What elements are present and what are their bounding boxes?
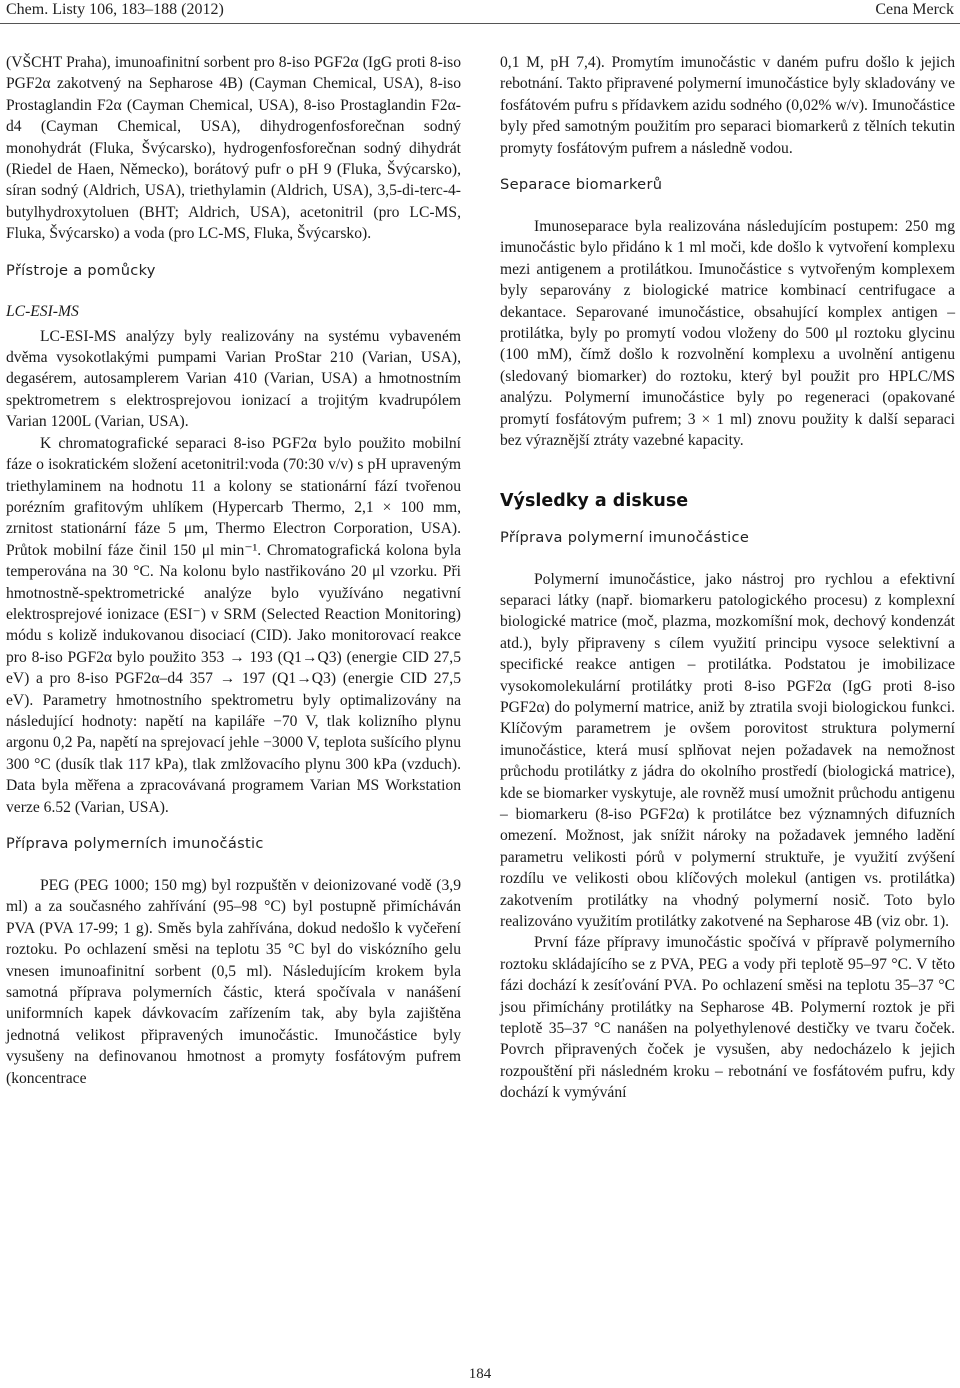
running-header [0,0,960,24]
continuation-paragraph: 0,1 M, pH 7,4). Promytím imunočástic v daném pufru došlo k jejich rebotnání. Takto připravené polymerní imunočástice byly skladovány ve fosfátovém pufru s přídavkem azidu sodného (0,02% w/v). Imunočástice byly před samotným použitím pro separaci biomarkerů z tělních tekutin promyty fosfátovým pufrem a následně vodou. [500,54,955,157]
separation-paragraph: Imunoseparace byla realizována následujícím postupem: 250 mg imunočástic bylo přidáno k 1 ml moči, kde došlo k vytvoření komplexu mezi antigenem a protilátkou. Imunočástice s vytvořeným komplexem byly separovány z biologické matrice kombinací centrifugace a dekantace. Separované imunočástice, obsahující komplex antigen – protilátka, byly po promytí vodou vloženy do 500 μl roztoku glycinu (100 mM), čímž došlo k rozvolnění komplexu a uvolnění antigenu (sledovaný biomarker) do roztoku, který byl použit pro HPLC/MS analýzu. Polymerní imunočástice byly po regeneraci (opakované promytí fosfátovým pufrem; 3 × 1 ml) znovu použity k další separaci bez výraznější ztráty vazebné kapacity. [500,218,955,450]
chromatography-paragraph: K chromatografické separaci 8-iso PGF2α bylo použito mobilní fáze o isokratickém složení acetonitril:voda (70:30 v/v) s pH upraveným triethylaminem na hodnotu 11 a kolony se stationární fází tvořenou porézním grafitovým uhlíkem (Hypercarb Thermo, 2,1 × 100 mm, zrnitost stationární fáze 5 μm, Thermo Electron Corporation, USA). Průtok mobilní fáze činil 150 μl min⁻¹. Chromatografická kolona byla temperována na 30 °C. Na kolonu bylo nastřikováno 20 μl vzorku. Při hmotnostně-spektrometrické analýze bylo využíváno negativní elektrosprejové ionizace (ESI⁻) v SRM (Selected Reaction Monitoring) módu s kolizě indukovanou disociací (CID). Jako monitorovací reakce pro 8-iso PGF2α bylo použito 353 → 193 (Q1→Q3) (energie CID 27,5 eV) a pro 8-iso PGF2α–d4 357 → 197 (Q1→Q3) (energie CID 27,5 eV). Parametry hmotnostního spektrometru byly optimalizovány na následující hodnoty: napětí na kapiláře −70 V, tlak kolizního plynu argonu 0,2 Pa, napětí na sprejovací jehle −3000 V, teplota sušícího plynu 300 °C (dusík tlak 117 kPa), tlak zmlžovacího plynu 300 kPa (vzduch). Data byla měřena a zpracovávaná programem Varian MS Workstation verze 6.52 (Varian, USA). [6,434,461,816]
page-number: 184 [468,1366,492,1382]
section-heading-polymer-preparation: Příprava polymerní imunočástice [500,528,750,546]
header-rule [0,23,960,24]
results-paragraph-1: Polymerní imunočástice, jako nástroj pro rychlou a efektivní separaci látky (např. biomarkeru patologického procesu) z komplexní biologické matrice (moč, plazma, mozkomíšní mok, dechový kondenzát atd.), byly připraveny s cílem využití principu vysoce selektivní a specifické reakce antigen – protilátka. Podstatou je imobilizace vysokomolekulární protilátky proti 8-iso PGF2α (IgG proti 8-iso PGF2α) do polymerní matrice, aniž by ztratila svoji biologickou funkci. Klíčovým parametrem je ovšem porovitost struktura polymerní imunočástice, která musí splňovat nejen požadavek na nemožnost průchodu protilátky z jádra do okolního prostředí (biologická matrice), kde se biomarker vyskytuje, ale rovněž musí umožnit průchodu antigenu – biomarkeru (8-iso PGF2α) k protilátce bez významných difuzních omezení. Možnost, jak snížit nároky na požadavek jemného ladění parametru velikosti pórů v polymerní struktuře, je využití zvýšení rozdílu ve velikosti obou klíčových molekul (antigen vs. protilátka) zakotvením protilátky na vhodný polymerní nosič. Toto bylo realizováno využitím protilátky zakotvené na Sepharose 4B (viz obr. 1). [500,570,955,930]
results-paragraph-2: První fáze přípravy imunočástic spočívá v přípravě polymerního roztoku skládajícího se z PVA, PEG a vody při teplotě 95–97 °C. V těto fázi dochází k zesíťování PVA. Po ochlazení směsi na teplotu 35–37 °C jsou přimíchány protilátky na Sepharose 4B. Polymerní roztok je při teplotě 35–37 °C nanášen na polyethylenové destičky ve tvaru čoček. Povrch připravených čoček je vysušen, aby nedocházelo k jejich rozpouštění při následném kroku – rebotnání ve fosfátovém pufru, kdy dochází k vymývání [500,934,955,1102]
right-column [500,52,955,1104]
section-heading-results: Výsledky a diskuse [500,490,689,511]
peg-paragraph: PEG (PEG 1000; 150 mg) byl rozpuštěn v deionizované vodě (3,9 ml) a za současného zahřívání (95–98 °C) byl postupně přimícháván PVA (PVA 17-99; 1 g). Směs byla zahřívána, dokud nedošlo k vyčeření roztoku. Po ochlazení směsi na teplotu 35 °C byl do viskózního gelu vnesen imunoafinitní sorbent (0,5 ml). Následujícím krokem byla samotná příprava polymerních částic, která spočívala v nanášení uniformních kapek dávkovacím zařízením tak, aby byla zajištěna jednotná velikost připravených imunočástic. Imunočástice byly vysušeny na definovanou hmotnost a promyty fosfátovým pufrem (koncentrace [6,877,461,1087]
journal-citation: Chem. Listy 106, 183–188 (2012) [6,1,224,18]
subheading-lc-esi-ms: LC-ESI-MS [6,302,79,320]
section-heading-preparation: Příprava polymerních imunočástic [6,835,264,852]
section-heading-instruments: Přístroje a pomůcky [6,261,156,279]
section-label: Cena Merck [875,1,954,18]
section-heading-separation: Separace biomarkerů [500,176,663,194]
left-column [6,52,461,1089]
materials-paragraph: (VŠCHT Praha), imunoafinitní sorbent pro 8-iso PGF2α (IgG proti 8-iso PGF2α zakotvený na Sepharose 4B) (Cayman Chemical, USA), 8-iso Prostaglandin F2α (Cayman Chemical, USA), 8-iso Prostaglandin F2α-d4 (Cayman Chemical, USA), dihydrogenfosforečnan sodný monohydrát (Fluka, Švýcarsko), hydrogenfosforečnan sodný dihydrát (Riedel de Haen, Německo), borátový pufr o pH 9 (Fluka, Švýcarsko), síran sodný (Aldrich, USA), triethylamin (Aldrich, USA), 3,5-di-terc-4-butylhydroxytoluen (BHT; Aldrich, USA), acetonitril (pro LC-MS, Fluka, Švýcarsko) a voda (pro LC-MS, Fluka, Švýcarsko). [6,54,461,243]
lc-esi-ms-paragraph: LC-ESI-MS analýzy byly realizovány na systému vybaveném dvěma vysokotlakými pumpami Varian ProStar 210 (Varian, USA), degasérem, autosamplerem Varian 410 (Varian, USA) a hmotnostním spektrometrem s elektrosprejovou ionizací a trojitým kvadrupólem Varian 1200L (Varian, USA). [6,327,461,431]
